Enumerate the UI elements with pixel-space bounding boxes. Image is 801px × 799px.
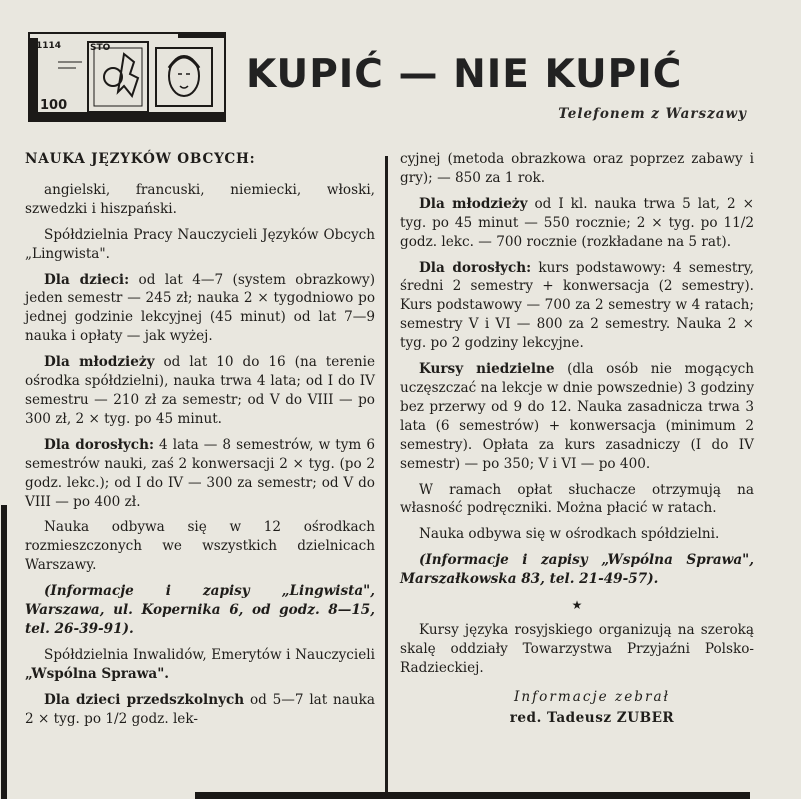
column-divider [385,156,388,792]
adults-paragraph [25,436,375,512]
info2-text: (Informacje i zapisy „Wspólna Sprawa", Marszałkowska 83, tel. 21-49-57). [400,552,754,588]
youth2-text: od I kl. nauka trwa 5 lat, 2 × tyg. po 45 minut — 550 rocznie; 2 × tyg. po 11/2 godz. lekc. — 700 rocznie (rozkładane na 5 rat). [400,195,754,250]
languages-paragraph: angielski, francuski, niemiecki, włoski, szwedzki i hiszpański. [25,181,375,217]
credit-line: Informacje zebrał [514,688,670,705]
info1-paragraph [25,582,375,639]
org2-name: „Wspólna Sprawa". [25,665,170,682]
logo-price: 100 [40,98,68,113]
preschool-text: od 5—7 lat nauka 2 × tyg. po 1/2 godz. lek- [25,691,375,727]
preschool-label: Dla dzieci przedszkolnych [44,691,245,708]
info2-paragraph [400,551,754,589]
youth2-paragraph [400,195,754,252]
bottom-edge-bar [195,792,750,799]
org1-paragraph: Spółdzielnia Pracy Nauczycieli Języków Obcych „Lingwista". [25,226,375,262]
children-paragraph [25,271,375,347]
adults2-label: Dla dorosłych: [419,259,532,276]
preschool-continuation: cyjnej (metoda obrazkowa oraz poprzez zabawy i gry); — 850 za 1 rok. [400,151,754,186]
sunday-label: Kursy niedzielne [419,361,555,378]
youth-text: od lat 10 do 16 (na terenie ośrodka spółdzielni), nauka trwa 4 lata; od I do IV semestru — 210 zł za semestr; od V do VIII — po 300 zł, 2 × tyg. po 45 minut. [25,354,375,427]
youth2-label: Dla młodzieży [419,195,528,212]
children-text: od lat 4—7 (system obrazkowy) jeden semestr — 245 zł; nauka 2 × tygodniowo po jednej godzinie lekcyjnej (45 minut) od lat 7—9 nauka i opłaty — jak wyżej. [25,271,375,345]
locations2-paragraph: Nauka odbywa się w ośrodkach spółdzielni. [419,526,720,543]
stamp-left-text: 1114 [36,41,62,51]
adults2-text: kurs podstawowy: 4 semestry, średni 2 semestry + konwersacja (2 semestry). Kurs podstawowy — 700 za 2 semestry w 4 ratach; semestry V i VI — 800 za 2 semestry. Nauka 2 × tyg. po 2 godziny lekcyjne. [400,259,754,352]
org2-paragraph [25,646,375,684]
left-edge-bar [1,505,7,799]
right-column [400,150,754,727]
author-name: red. Tadeusz ZUBER [509,709,675,726]
youth-paragraph [25,353,375,429]
headline: KUPIĆ — NIE KUPIĆ [246,52,683,97]
star-separator-icon: ★ [571,598,583,613]
adults-text: 4 lata — 8 semestrów, w tym 6 semestrów nauki, zaś 2 konwersacji 2 × tyg. (po 2 godz. lekc.); od I do IV — 300 za semestr; od V do VIII — po 400 zł. [25,436,375,510]
left-column [25,150,375,735]
org2-prefix: Spółdzielnia Inwalidów, Emerytów i Nauczycieli [44,646,375,663]
subtitle: Telefonem z Warszawy [558,106,747,122]
sunday-text: (dla osób nie mogących uczęszczać na lekcje w dnie powszednie) 3 godziny bez przerwy od 9 do 12. Nauka zasadnicza trwa 3 lata (6 semestrów) + konwersacja (minimum 2 semestry). Opłata za kurs zasadniczy (I do IV semestr) — po 350; V i VI — po 400. [400,361,755,472]
russian-paragraph: Kursy języka rosyjskiego organizują na szeroką skalę oddziały Towarzystwa Przyjaźni Polsko-Radzieckiej. [400,621,754,676]
sunday-paragraph [400,360,754,473]
section-title: NAUKA JĘZYKÓW OBCYCH: [25,151,256,167]
stamp-top-text: STO [90,43,111,53]
locations-paragraph: Nauka odbywa się w 12 ośrodkach rozmieszczonych we wszystkich dzielnicach Warszawy. [25,519,375,574]
info1-text: (Informacje i zapisy „Lingwista", Warszawa, ul. Kopernika 6, od godz. 8—15, tel. 26-39-91). [25,583,375,637]
adults2-paragraph [400,259,754,354]
children-label: Dla dzieci: [44,271,130,288]
youth-label: Dla młodzieży [44,354,155,371]
preschool-paragraph [25,691,375,729]
textbooks-paragraph: W ramach opłat słuchacze otrzymują na własność podręczniki. Można płacić w ratach. [400,481,754,517]
adults-label: Dla dorosłych: [44,436,154,453]
